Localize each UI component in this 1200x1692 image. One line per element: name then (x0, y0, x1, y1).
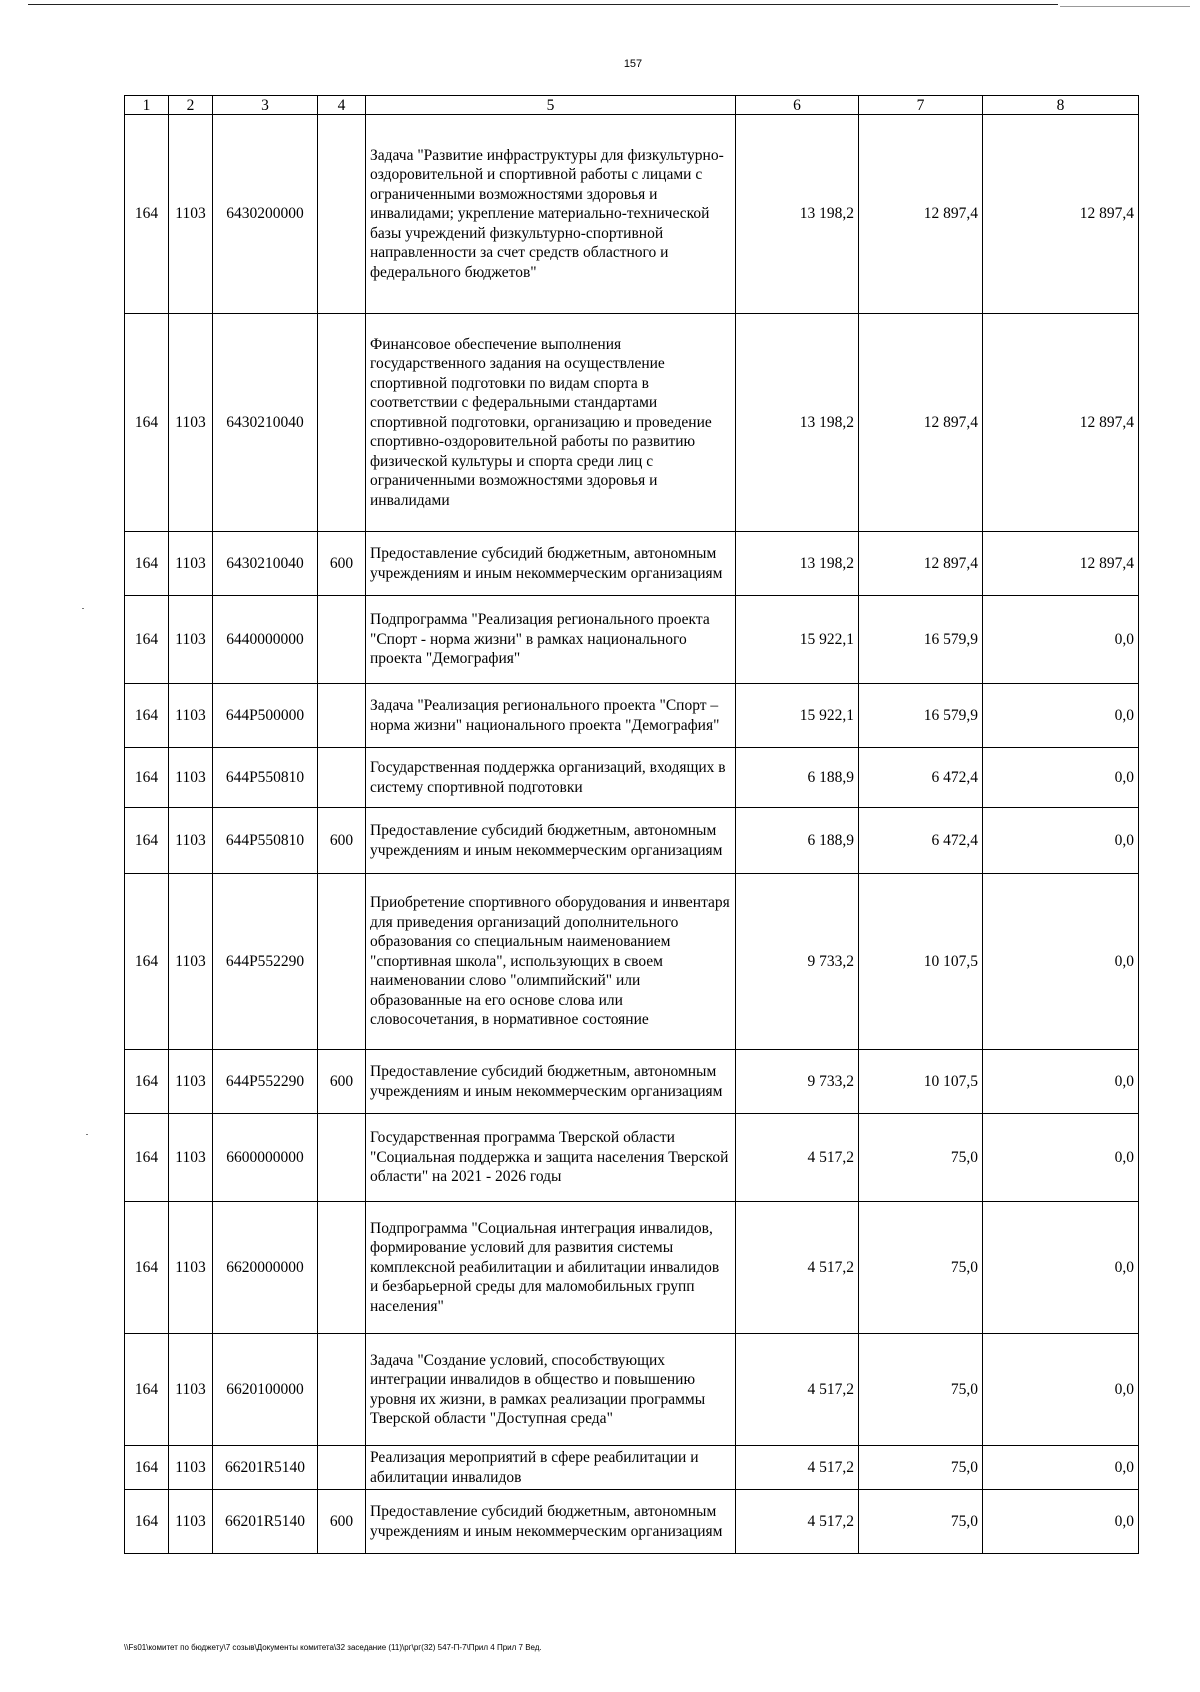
cell-amount-year-3: 0,0 (983, 748, 1139, 808)
cell-expense-type (318, 115, 366, 314)
cell-ministry-code: 164 (125, 1050, 169, 1114)
cell-description: Государственная программа Тверской области "Социальная поддержка и защита населения Тверской области" на 2021 - 2026 годы (366, 1114, 736, 1202)
footer-file-path: \\Fs01\комитет по бюджету\7 созыв\Документы комитета\32 заседание (11)\рг\рг(32) 547-П-7\Прил 4 Прил 7 Вед. (124, 1643, 542, 1652)
cell-amount-year-2: 12 897,4 (859, 115, 983, 314)
cell-amount-year-1: 4 517,2 (736, 1446, 859, 1490)
cell-ministry-code: 164 (125, 1114, 169, 1202)
cell-target-code: 6600000000 (213, 1114, 318, 1202)
cell-expense-type (318, 1114, 366, 1202)
header-col-4: 4 (318, 96, 366, 115)
cell-amount-year-1: 15 922,1 (736, 596, 859, 684)
cell-amount-year-1: 4 517,2 (736, 1490, 859, 1554)
cell-ministry-code: 164 (125, 314, 169, 532)
cell-description: Государственная поддержка организаций, входящих в систему спортивной подготовки (366, 748, 736, 808)
cell-description: Предоставление субсидий бюджетным, автономным учреждениям и иным некоммерческим организациям (366, 532, 736, 596)
cell-description: Задача "Создание условий, способствующих интеграции инвалидов в общество и повышению уровня их жизни, в рамках реализации программы Тверской области "Доступная среда" (366, 1334, 736, 1446)
budget-table (124, 95, 1139, 1554)
cell-amount-year-1: 13 198,2 (736, 115, 859, 314)
table-row (125, 115, 1139, 314)
cell-amount-year-2: 10 107,5 (859, 874, 983, 1050)
cell-target-code: 6430210040 (213, 532, 318, 596)
cell-amount-year-2: 75,0 (859, 1490, 983, 1554)
cell-section-code: 1103 (169, 1114, 213, 1202)
cell-amount-year-2: 75,0 (859, 1114, 983, 1202)
table-row (125, 1334, 1139, 1446)
cell-expense-type (318, 314, 366, 532)
cell-amount-year-3: 12 897,4 (983, 314, 1139, 532)
table-row (125, 808, 1139, 874)
cell-description: Предоставление субсидий бюджетным, автономным учреждениям и иным некоммерческим организациям (366, 808, 736, 874)
cell-expense-type (318, 1446, 366, 1490)
cell-section-code: 1103 (169, 115, 213, 314)
table-row (125, 314, 1139, 532)
cell-section-code: 1103 (169, 1334, 213, 1446)
cell-ministry-code: 164 (125, 684, 169, 748)
cell-description: Финансовое обеспечение выполнения государственного задания на осуществление спортивной подготовки по видам спорта в соответствии с федеральными стандартами спортивной подготовки, организацию и проведение спортивно-оздоровительной работы по развитию физической культуры и спорта среди лиц с ограниченными возможностями здоровья и инвалидами (366, 314, 736, 532)
cell-expense-type: 600 (318, 1490, 366, 1554)
cell-target-code: 6440000000 (213, 596, 318, 684)
table-row (125, 1050, 1139, 1114)
cell-section-code: 1103 (169, 684, 213, 748)
cell-section-code: 1103 (169, 532, 213, 596)
cell-amount-year-3: 12 897,4 (983, 115, 1139, 314)
cell-description: Подпрограмма "Реализация регионального проекта "Спорт - норма жизни" в рамках национального проекта "Демография" (366, 596, 736, 684)
cell-target-code: 6430210040 (213, 314, 318, 532)
cell-amount-year-2: 75,0 (859, 1446, 983, 1490)
cell-description: Приобретение спортивного оборудования и инвентаря для приведения организаций дополнительного образования со специальным наименованием "спортивная школа", использующих в своем наименовании слово "олимпийский" или образованные на его основе слова или словосочетания, в нормативное состояние (366, 874, 736, 1050)
cell-section-code: 1103 (169, 1490, 213, 1554)
table-row (125, 596, 1139, 684)
cell-amount-year-3: 0,0 (983, 1202, 1139, 1334)
cell-ministry-code: 164 (125, 1490, 169, 1554)
cell-amount-year-3: 0,0 (983, 596, 1139, 684)
cell-amount-year-3: 0,0 (983, 1446, 1139, 1490)
page-number: 157 (623, 58, 643, 70)
cell-description: Задача "Реализация регионального проекта "Спорт – норма жизни" национального проекта "Демография" (366, 684, 736, 748)
scan-top-border-faint (1060, 6, 1190, 7)
cell-target-code: 66201R5140 (213, 1490, 318, 1554)
cell-amount-year-1: 6 188,9 (736, 808, 859, 874)
header-col-3: 3 (213, 96, 318, 115)
cell-target-code: 6620100000 (213, 1334, 318, 1446)
cell-ministry-code: 164 (125, 874, 169, 1050)
scan-speck (86, 1134, 88, 1135)
cell-amount-year-1: 4 517,2 (736, 1202, 859, 1334)
table-row (125, 532, 1139, 596)
cell-expense-type (318, 596, 366, 684)
cell-amount-year-2: 12 897,4 (859, 532, 983, 596)
cell-target-code: 6430200000 (213, 115, 318, 314)
cell-amount-year-3: 0,0 (983, 874, 1139, 1050)
cell-amount-year-1: 9 733,2 (736, 1050, 859, 1114)
cell-amount-year-2: 75,0 (859, 1334, 983, 1446)
scan-speck (82, 608, 84, 609)
cell-amount-year-3: 0,0 (983, 808, 1139, 874)
cell-amount-year-3: 0,0 (983, 1050, 1139, 1114)
cell-section-code: 1103 (169, 314, 213, 532)
cell-amount-year-2: 16 579,9 (859, 684, 983, 748)
cell-ministry-code: 164 (125, 596, 169, 684)
cell-section-code: 1103 (169, 1202, 213, 1334)
cell-expense-type: 600 (318, 532, 366, 596)
cell-expense-type: 600 (318, 1050, 366, 1114)
cell-target-code: 66201R5140 (213, 1446, 318, 1490)
cell-amount-year-2: 6 472,4 (859, 748, 983, 808)
cell-target-code: 644P550810 (213, 808, 318, 874)
cell-expense-type (318, 1202, 366, 1334)
header-col-7: 7 (859, 96, 983, 115)
cell-description: Предоставление субсидий бюджетным, автономным учреждениям и иным некоммерческим организациям (366, 1050, 736, 1114)
cell-ministry-code: 164 (125, 532, 169, 596)
cell-expense-type (318, 874, 366, 1050)
cell-amount-year-1: 13 198,2 (736, 532, 859, 596)
cell-ministry-code: 164 (125, 748, 169, 808)
cell-amount-year-2: 6 472,4 (859, 808, 983, 874)
cell-description: Подпрограмма "Социальная интеграция инвалидов, формирование условий для развития системы комплексной реабилитации и абилитации инвалидов и безбарьерной среды для маломобильных групп населения" (366, 1202, 736, 1334)
cell-section-code: 1103 (169, 874, 213, 1050)
table-row (125, 684, 1139, 748)
table-body (125, 115, 1139, 1554)
cell-description: Реализация мероприятий в сфере реабилитации и абилитации инвалидов (366, 1446, 736, 1490)
cell-expense-type (318, 748, 366, 808)
cell-ministry-code: 164 (125, 1334, 169, 1446)
cell-target-code: 644P552290 (213, 874, 318, 1050)
table-row (125, 1490, 1139, 1554)
cell-ministry-code: 164 (125, 1202, 169, 1334)
table-row (125, 748, 1139, 808)
cell-amount-year-2: 16 579,9 (859, 596, 983, 684)
cell-amount-year-3: 12 897,4 (983, 532, 1139, 596)
cell-amount-year-1: 4 517,2 (736, 1114, 859, 1202)
cell-description: Задача "Развитие инфраструктуры для физкультурно-оздоровительной и спортивной работы с лицами с ограниченными возможностями здоровья и инвалидами; укрепление материально-технической базы учреждений физкультурно-спортивной направленности за счет средств областного и федерального бюджетов" (366, 115, 736, 314)
scan-top-border (28, 4, 1058, 5)
cell-target-code: 644P500000 (213, 684, 318, 748)
cell-section-code: 1103 (169, 748, 213, 808)
cell-ministry-code: 164 (125, 115, 169, 314)
table-row (125, 1114, 1139, 1202)
cell-amount-year-1: 9 733,2 (736, 874, 859, 1050)
header-col-2: 2 (169, 96, 213, 115)
cell-amount-year-1: 13 198,2 (736, 314, 859, 532)
cell-target-code: 644P552290 (213, 1050, 318, 1114)
table-row (125, 1446, 1139, 1490)
header-col-8: 8 (983, 96, 1139, 115)
cell-amount-year-3: 0,0 (983, 684, 1139, 748)
cell-section-code: 1103 (169, 596, 213, 684)
cell-expense-type (318, 1334, 366, 1446)
cell-amount-year-3: 0,0 (983, 1334, 1139, 1446)
cell-amount-year-1: 15 922,1 (736, 684, 859, 748)
cell-amount-year-3: 0,0 (983, 1114, 1139, 1202)
cell-target-code: 6620000000 (213, 1202, 318, 1334)
cell-amount-year-1: 4 517,2 (736, 1334, 859, 1446)
cell-section-code: 1103 (169, 1446, 213, 1490)
cell-expense-type (318, 684, 366, 748)
cell-amount-year-2: 12 897,4 (859, 314, 983, 532)
cell-ministry-code: 164 (125, 1446, 169, 1490)
cell-section-code: 1103 (169, 808, 213, 874)
cell-amount-year-3: 0,0 (983, 1490, 1139, 1554)
cell-description: Предоставление субсидий бюджетным, автономным учреждениям и иным некоммерческим организациям (366, 1490, 736, 1554)
header-col-6: 6 (736, 96, 859, 115)
cell-target-code: 644P550810 (213, 748, 318, 808)
table-row (125, 1202, 1139, 1334)
cell-ministry-code: 164 (125, 808, 169, 874)
header-col-1: 1 (125, 96, 169, 115)
table-row (125, 874, 1139, 1050)
cell-amount-year-1: 6 188,9 (736, 748, 859, 808)
cell-expense-type: 600 (318, 808, 366, 874)
cell-amount-year-2: 75,0 (859, 1202, 983, 1334)
table-header-row (125, 96, 1139, 115)
cell-section-code: 1103 (169, 1050, 213, 1114)
header-col-5: 5 (366, 96, 736, 115)
cell-amount-year-2: 10 107,5 (859, 1050, 983, 1114)
